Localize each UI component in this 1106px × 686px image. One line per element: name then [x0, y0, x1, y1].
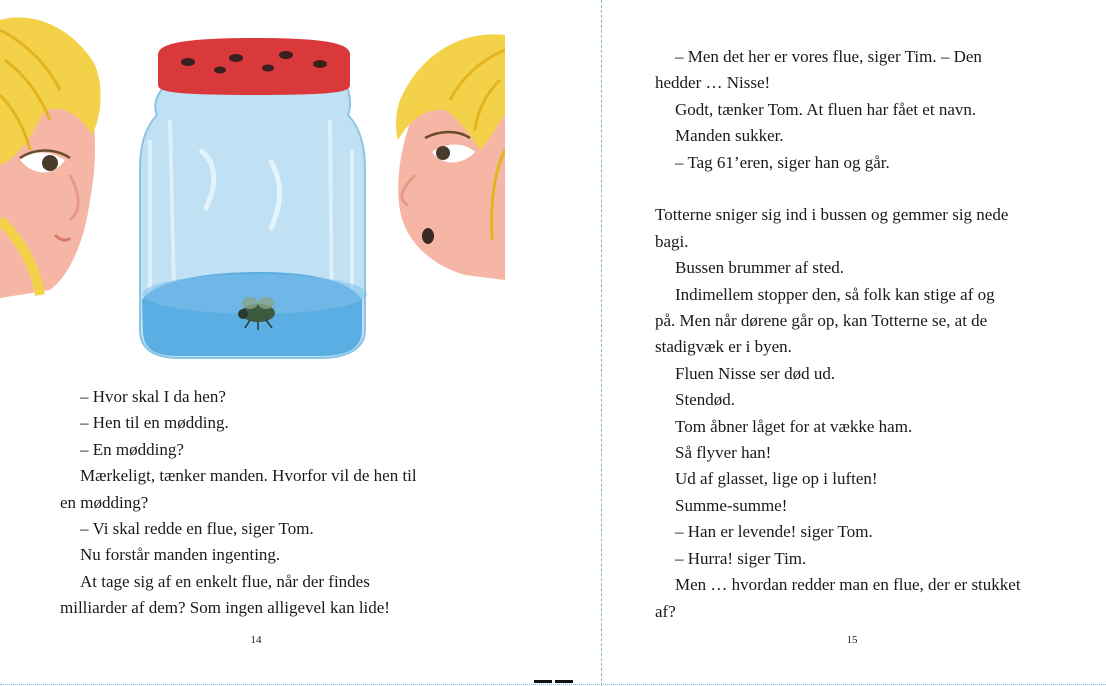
paragraph: [655, 202, 1055, 255]
right-page: [604, 0, 1106, 686]
paragraph: [655, 466, 1055, 492]
spread-marker-right: [555, 680, 573, 683]
paragraph: [655, 572, 1055, 625]
text-line: Mærkeligt, tænker manden. Hvorfor vil de hen til: [80, 466, 417, 486]
text-line: Tom åbner låget for at vække ham.: [675, 416, 913, 436]
blank-line: [655, 176, 1055, 202]
text-line: stadigvæk er i byen.: [655, 337, 792, 357]
text-line: Men … hvordan redder man en flue, der er stukket: [675, 575, 1021, 595]
text-line: – Hurra! siger Tim.: [675, 548, 807, 568]
paragraph: [60, 516, 460, 542]
paragraph: [60, 569, 460, 622]
paragraph: [655, 255, 1055, 281]
paragraph: [655, 519, 1055, 545]
text-line: – Hen til en mødding.: [80, 413, 229, 433]
paragraph: [655, 97, 1055, 123]
paragraph: [655, 44, 1055, 97]
left-page-text: [60, 384, 460, 622]
page-spine-guide: [601, 0, 602, 686]
text-line: – Tag 61’eren, siger han og går.: [675, 152, 890, 172]
paragraph: [60, 437, 460, 463]
paragraph: [655, 546, 1055, 572]
paragraph: [60, 410, 460, 436]
text-line: Så flyver han!: [675, 443, 772, 463]
paragraph: [60, 384, 460, 410]
right-child-illustration: [396, 34, 505, 280]
text-line: Bussen brummer af sted.: [675, 258, 845, 278]
text-line: – Hvor skal I da hen?: [80, 387, 226, 406]
paragraph: [655, 414, 1055, 440]
paragraph: [655, 361, 1055, 387]
paragraph: [655, 387, 1055, 413]
text-line: på. Men når dørene går op, kan Totterne se, at de: [655, 311, 988, 331]
right-page-text: [655, 44, 1055, 625]
text-line: Nu forstår manden ingenting.: [80, 545, 281, 565]
paragraph: [655, 282, 1055, 361]
text-line: Godt, tænker Tom. At fluen har fået et navn.: [675, 99, 977, 119]
text-line: – Men det her er vores flue, siger Tim. – Den: [675, 47, 982, 66]
text-line: – Vi skal redde en flue, siger Tom.: [80, 519, 314, 539]
page-number-left: 14: [250, 634, 262, 646]
text-line: en mødding?: [60, 492, 149, 512]
text-line: Totterne sniger sig ind i bussen og gemmer sig nede: [655, 205, 1009, 225]
text-line: – En mødding?: [80, 439, 184, 459]
paragraph: [655, 440, 1055, 466]
text-line: At tage sig af en enkelt flue, når der findes: [80, 571, 370, 591]
paragraph: [655, 123, 1055, 149]
text-line: Summe-summe!: [675, 495, 788, 515]
text-line: – Han er levende! siger Tom.: [675, 522, 873, 542]
text-line: Stendød.: [675, 390, 735, 410]
text-line: Manden sukker.: [675, 126, 784, 146]
page-number-right: 15: [846, 634, 858, 646]
text-line: af?: [655, 601, 676, 621]
paragraph: [655, 150, 1055, 176]
paragraph: [655, 493, 1055, 519]
text-line: milliarder af dem? Som ingen alligevel kan lide!: [60, 598, 390, 618]
text-line: Fluen Nisse ser død ud.: [675, 363, 836, 383]
spread-marker-left: [534, 680, 552, 683]
text-line: Indimellem stopper den, så folk kan stige af og: [675, 284, 995, 304]
paragraph: [60, 463, 460, 516]
left-child-illustration: [0, 17, 101, 298]
text-line: Ud af glasset, lige op i luften!: [675, 469, 878, 489]
paragraph: [60, 542, 460, 568]
bottom-guide-line: [0, 684, 1106, 685]
jar-lid: [158, 38, 350, 95]
jar-illustration: [0, 0, 505, 385]
text-line: hedder … Nisse!: [655, 73, 771, 93]
text-line: bagi.: [655, 231, 689, 251]
